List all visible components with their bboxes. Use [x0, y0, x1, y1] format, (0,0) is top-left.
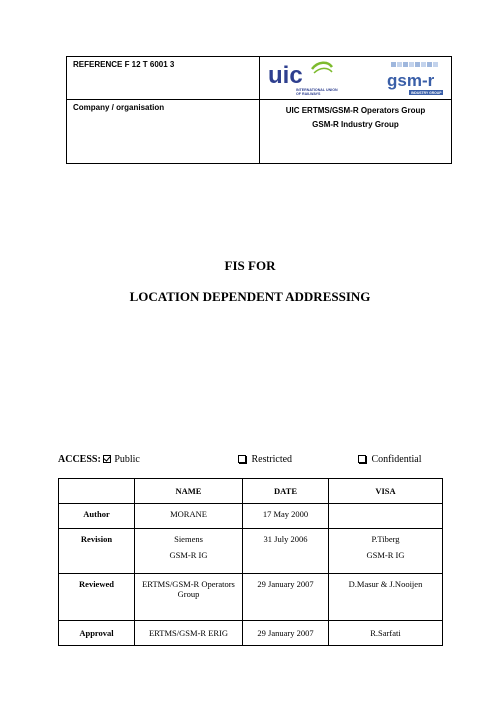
approval-table — [58, 478, 443, 646]
access-public-label: Public — [114, 454, 140, 465]
access-label: ACCESS — [58, 454, 98, 465]
org-line-1: UIC ERTMS/GSM-R Operators Group — [285, 106, 426, 115]
role-revision: Revision — [59, 529, 135, 574]
author-visa — [329, 504, 443, 529]
header-empty — [59, 479, 135, 504]
reference-label: REFERENCE F 12 T 6001 3 — [73, 60, 175, 69]
table-row — [59, 574, 443, 621]
svg-text:gsm-r: gsm-r — [387, 71, 435, 90]
access-restricted-option[interactable] — [238, 454, 292, 465]
header-visa: VISA — [329, 479, 443, 504]
document-header-table — [66, 56, 452, 164]
access-public-option[interactable]: ACCESS: Public — [58, 454, 140, 465]
revision-visa: P.Tiberg GSM-R IG — [329, 529, 443, 574]
company-label: Company / organisation — [73, 103, 165, 112]
restricted-checkbox-icon[interactable] — [238, 455, 246, 463]
svg-text:INDUSTRY GROUP: INDUSTRY GROUP — [411, 91, 442, 95]
company-cell — [67, 100, 260, 164]
access-restricted-label: Restricted — [251, 454, 293, 465]
author-name: MORANE — [135, 504, 243, 529]
document-title-line-2: LOCATION DEPENDENT ADDRESSING — [129, 289, 371, 304]
svg-text:OF RAILWAYS: OF RAILWAYS — [296, 92, 321, 96]
org-line-2: GSM-R Industry Group — [312, 120, 399, 129]
access-confidential-label: Confidential — [371, 454, 422, 465]
reviewed-name: ERTMS/GSM-R Operators Group — [135, 574, 243, 621]
document-title-line-1: FIS FOR — [224, 258, 276, 273]
author-date: 17 May 2000 — [243, 504, 329, 529]
confidential-checkbox-icon[interactable] — [358, 455, 366, 463]
logo-cell — [260, 57, 452, 100]
reviewed-visa: D.Masur & J.Nooijen — [329, 574, 443, 621]
table-row — [59, 529, 443, 574]
approval-visa: R.Sarfati — [329, 621, 443, 646]
table-row — [59, 621, 443, 646]
public-checkbox-icon[interactable] — [103, 455, 111, 463]
uic-logo-icon — [266, 59, 352, 97]
access-classification — [58, 454, 438, 468]
access-confidential-option[interactable] — [358, 454, 422, 465]
svg-text:uic: uic — [268, 62, 303, 89]
role-approval: Approval — [59, 621, 135, 646]
organisation-cell — [260, 100, 452, 164]
role-reviewed: Reviewed — [59, 574, 135, 621]
svg-text:INTERNATIONAL UNION: INTERNATIONAL UNION — [296, 88, 338, 92]
revision-name: Siemens GSM-R IG — [135, 529, 243, 574]
revision-date: 31 July 2006 — [243, 529, 329, 574]
header-name: NAME — [135, 479, 243, 504]
header-date: DATE — [243, 479, 329, 504]
reference-cell — [67, 57, 260, 100]
approval-name: ERTMS/GSM-R ERIG — [135, 621, 243, 646]
table-row — [59, 504, 443, 529]
reviewed-date: 29 January 2007 — [243, 574, 329, 621]
role-author: Author — [59, 504, 135, 529]
approval-date: 29 January 2007 — [243, 621, 329, 646]
gsm-r-logo-icon — [383, 59, 445, 97]
